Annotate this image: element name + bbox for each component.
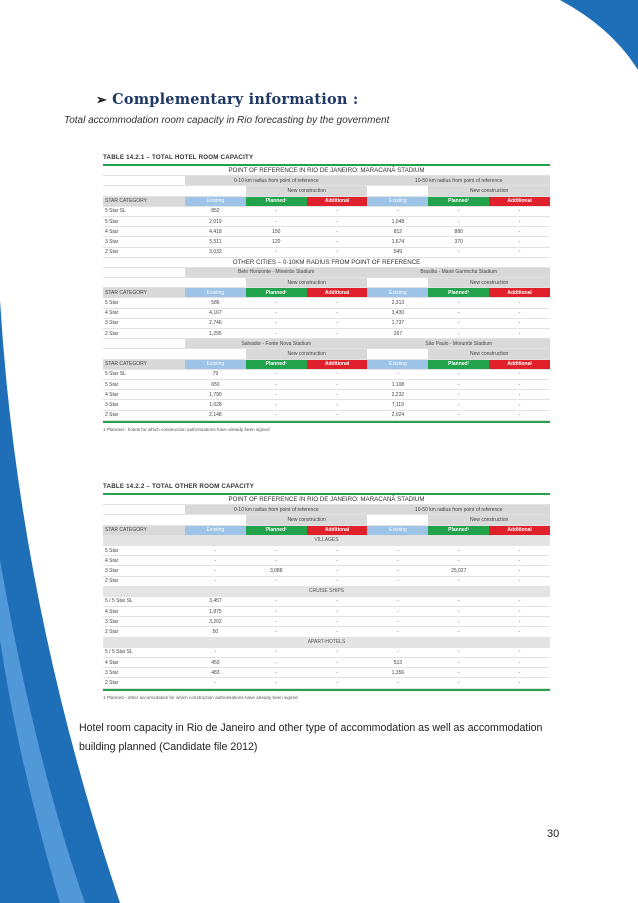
table-cell: 3,457 [185,596,246,606]
new-construction-header: New construction [246,349,368,359]
table-cell: - [246,668,307,678]
table-cell: - [246,369,307,379]
table-cell: - [489,576,550,586]
additional-header: Additional [489,288,550,298]
table-cell: - [307,576,368,586]
section-header: POINT OF REFERENCE IN RIO DE JANEIRO: MARACANÃ STADIUM [103,166,550,176]
table-cell: - [246,576,307,586]
table-cell: - [246,678,307,688]
group-label: VILLAGES [103,535,550,545]
table-cell: 3,202 [185,617,246,627]
table-cell: 25,027 [428,566,489,576]
table-cell: - [307,318,368,328]
table-cell: - [307,556,368,566]
table-cell: - [367,206,428,216]
table-cell: 150 [246,227,307,237]
table-row [103,369,550,379]
table-cell: - [185,647,246,657]
planned-header: Planned¹ [246,359,307,369]
row-label: 4 Star [103,390,185,400]
group-label: CRUISE SHIPS [103,586,550,596]
table-cell: 1,048 [367,216,428,226]
table-cell: - [428,627,489,637]
city-header: São Paulo - Morumbi Stadium [367,339,550,349]
planned-header: Planned¹ [428,288,489,298]
other-capacity-table [103,483,550,700]
table-cell: - [307,545,368,555]
table-row [103,308,550,318]
additional-header: Additional [307,525,368,535]
table-cell: - [367,627,428,637]
row-label: 5 Star [103,298,185,308]
star-category-header: STAR CATEGORY [103,196,185,206]
table-cell: - [489,400,550,410]
table-cell: - [428,658,489,668]
table-cell: - [246,545,307,555]
table-cell: - [246,410,307,420]
table-cell: - [246,607,307,617]
row-label: 2 Star [103,329,185,339]
hotel-capacity-table [103,154,550,432]
table-cell: 370 [428,237,489,247]
city-header: Salvador - Fonte Nova Stadium [185,339,367,349]
table-cell: 1,674 [367,237,428,247]
table-title: TABLE 14.2.2 – TOTAL OTHER ROOM CAPACITY [103,483,255,490]
table-cell: - [489,668,550,678]
group-header-row [103,535,550,545]
row-label: 5 Star SL [103,206,185,216]
row-label: 4 Star [103,227,185,237]
table-cell: - [246,556,307,566]
row-label: 5 Star [103,216,185,226]
table-row [103,400,550,410]
table-cell: - [307,647,368,657]
table-cell: - [489,617,550,627]
table-cell: - [428,216,489,226]
table-cell: 50 [185,627,246,637]
row-label: 2 Star [103,576,185,586]
range-header: 0-10 km radius from point of reference [185,505,367,515]
rows-groups [103,535,550,688]
other-capacity-grid [103,495,550,689]
table-row [103,298,550,308]
table-cell: - [246,400,307,410]
table-cell: - [489,227,550,237]
table-cell: - [307,237,368,247]
table-cell: - [246,658,307,668]
planned-header: Planned¹ [246,288,307,298]
existing-header: Existing [185,288,246,298]
table-cell: - [428,206,489,216]
row-label: 3 Star [103,566,185,576]
table-cell: - [246,379,307,389]
table-cell: - [246,647,307,657]
new-construction-header: New construction [246,278,368,288]
city-header: Belo Horizonte - Mineirão Stadium [185,267,367,277]
table-cell: - [489,607,550,617]
table-cell: - [489,216,550,226]
table-cell: - [367,617,428,627]
table-cell: - [428,308,489,318]
range-header: 0-10 km radius from point of reference [185,176,367,186]
group-label: APART-HOTELS [103,637,550,647]
table-cell: - [428,678,489,688]
existing-header: Existing [185,525,246,535]
table-row [103,556,550,566]
table-cell: 586 [185,298,246,308]
table-cell: - [428,617,489,627]
table-cell: - [185,566,246,576]
planned-header: Planned¹ [428,525,489,535]
row-label: 3 Star [103,318,185,328]
table-cell: - [367,566,428,576]
row-label: 2 Star [103,627,185,637]
row-label: 4 Star [103,607,185,617]
existing-header: Existing [185,196,246,206]
arrow-bullet-icon: ➢ [96,93,108,108]
table-cell: - [489,566,550,576]
table-cell: - [428,298,489,308]
new-construction-header: New construction [246,186,368,196]
existing-header: Existing [367,288,428,298]
table-cell: 1,108 [367,379,428,389]
section-header: POINT OF REFERENCE IN RIO DE JANEIRO: MARACANÃ STADIUM [103,495,550,505]
table-cell: - [307,308,368,318]
table-cell: - [185,678,246,688]
table-cell: - [307,227,368,237]
table-title: TABLE 14.2.1 – TOTAL HOTEL ROOM CAPACITY [103,154,254,161]
star-category-header: STAR CATEGORY [103,359,185,369]
table-cell: 4,167 [185,308,246,318]
table-cell: - [246,247,307,257]
table-cell: - [489,545,550,555]
table-cell: - [307,410,368,420]
table-cell: - [367,545,428,555]
section-heading [96,91,358,108]
table-cell: - [367,647,428,657]
table-cell: 4,418 [185,227,246,237]
table-cell: 483 [185,668,246,678]
table-cell: - [428,410,489,420]
table-row [103,678,550,688]
table-cell: - [246,390,307,400]
table-cell: - [246,308,307,318]
table-cell: - [246,329,307,339]
rows-maracana [103,206,550,257]
table-cell: - [246,298,307,308]
table-cell: 2,024 [367,410,428,420]
table-cell: - [489,237,550,247]
table-cell: 2,019 [185,216,246,226]
table-cell: - [489,206,550,216]
table-row [103,410,550,420]
row-label: 3 Star [103,617,185,627]
table-cell: - [428,329,489,339]
table-cell: - [489,678,550,688]
table-cell: - [307,627,368,637]
heading-text: Complementary information : [112,91,359,108]
table-cell: 1,356 [367,668,428,678]
table-cell: - [307,329,368,339]
table-cell: - [307,216,368,226]
row-label: 4 Star [103,658,185,668]
table-footnote: 1 Planned - other accomodation for which construction authorisations have already been signed [103,694,298,700]
table-cell: - [489,318,550,328]
section-header: OTHER CITIES – 0-10KM RADIUS FROM POINT OF REFERENCE [103,257,550,267]
table-cell: - [489,596,550,606]
table-cell: - [307,668,368,678]
table-row [103,390,550,400]
table-cell: - [307,390,368,400]
table-cell: - [489,390,550,400]
table-cell: - [246,596,307,606]
table-cell: - [367,576,428,586]
table-cell: 3,032 [185,247,246,257]
table-cell: 7,119 [367,400,428,410]
existing-header: Existing [367,196,428,206]
table-cell: - [367,596,428,606]
row-label: 2 Star [103,410,185,420]
table-cell: - [489,627,550,637]
table-row [103,545,550,555]
table-cell: - [185,545,246,555]
additional-header: Additional [307,359,368,369]
table-cell: - [428,545,489,555]
table-cell: - [489,369,550,379]
table-cell: 3,430 [367,308,428,318]
new-construction-header: New construction [428,278,550,288]
page-number: 30 [547,828,560,840]
row-label: 2 Star [103,247,185,257]
table-cell: 852 [185,206,246,216]
table-cell: 1,028 [185,400,246,410]
table-cell: - [428,379,489,389]
table-cell: 1,875 [185,607,246,617]
table-rule [103,421,550,423]
row-label: 5 Star SL [103,369,185,379]
existing-header: Existing [367,525,428,535]
rows-bh-brasilia [103,298,550,339]
additional-header: Additional [307,196,368,206]
table-row [103,379,550,389]
table-cell: 2,148 [185,410,246,420]
additional-header: Additional [489,525,550,535]
table-row [103,566,550,576]
hotel-capacity-grid [103,166,550,421]
table-cell: 2,313 [367,298,428,308]
table-row [103,647,550,657]
table-cell: - [307,379,368,389]
table-cell: - [489,410,550,420]
table-cell: - [367,678,428,688]
table-row [103,617,550,627]
table-cell: - [367,369,428,379]
additional-header: Additional [307,288,368,298]
table-cell: 650 [185,379,246,389]
table-row [103,607,550,617]
table-cell: - [489,647,550,657]
range-header: 10-50 km radius from point of reference [367,505,550,515]
table-cell: - [307,400,368,410]
table-cell: 2,232 [367,390,428,400]
table-cell: 450 [185,658,246,668]
existing-header: Existing [367,359,428,369]
row-label: 5 Star [103,379,185,389]
table-cell: - [489,308,550,318]
additional-header: Additional [489,196,550,206]
table-row [103,206,550,216]
table-cell: - [307,658,368,668]
table-cell: - [367,607,428,617]
table-row [103,329,550,339]
table-cell: - [428,556,489,566]
table-cell: 267 [367,329,428,339]
table-row [103,576,550,586]
table-cell: - [307,369,368,379]
table-cell: 3,088 [246,566,307,576]
row-label: 5 / 5 Star SL [103,647,185,657]
row-label: 5 / 5 Star SL [103,596,185,606]
table-cell: - [185,576,246,586]
table-cell: - [307,678,368,688]
table-cell: - [307,607,368,617]
table-cell: - [428,607,489,617]
table-cell: 1,295 [185,329,246,339]
row-label: 3 Star [103,237,185,247]
table-cell: - [307,617,368,627]
table-row [103,237,550,247]
new-construction-header: New construction [428,515,550,525]
table-cell: - [489,298,550,308]
table-row [103,318,550,328]
table-row [103,596,550,606]
table-row [103,658,550,668]
table-footnote: 1 Planned - hotels for which construction authorisations have already been signed [103,426,270,432]
row-label: 3 Star [103,668,185,678]
planned-header: Planned¹ [246,525,307,535]
row-label: 3 Star [103,400,185,410]
rows-salvador-saopaulo [103,369,550,420]
new-construction-header: New construction [428,186,550,196]
new-construction-header: New construction [428,349,550,359]
new-construction-header: New construction [246,515,368,525]
planned-header: Planned¹ [246,196,307,206]
table-cell: - [428,647,489,657]
table-cell: - [428,400,489,410]
star-category-header: STAR CATEGORY [103,525,185,535]
table-cell: - [367,556,428,566]
table-cell: - [489,556,550,566]
table-cell: - [307,206,368,216]
table-cell: - [489,247,550,257]
table-cell: 2,746 [185,318,246,328]
table-cell: - [489,379,550,389]
table-cell: - [246,318,307,328]
subtitle: Total accommodation room capacity in Rio forecasting by the government [64,115,390,126]
group-header-row [103,637,550,647]
row-label: 2 Star [103,678,185,688]
figure-caption: Hotel room capacity in Rio de Janeiro and other type of accommodation as well as accommodation building planned (Candidate file 2012) [79,722,543,753]
existing-header: Existing [185,359,246,369]
table-cell: - [428,369,489,379]
table-cell: 812 [367,227,428,237]
table-cell: 880 [428,227,489,237]
table-cell: 549 [367,247,428,257]
table-row [103,247,550,257]
table-rule [103,689,550,691]
table-row [103,668,550,678]
table-cell: - [428,390,489,400]
table-cell: - [428,596,489,606]
table-cell: - [307,247,368,257]
row-label: 4 Star [103,308,185,318]
planned-header: Planned¹ [428,196,489,206]
table-cell: 1,737 [367,318,428,328]
table-cell: - [246,617,307,627]
table-cell: 513 [367,658,428,668]
range-header: 10-50 km radius from point of reference [367,176,550,186]
table-cell: - [307,298,368,308]
table-cell: - [307,596,368,606]
table-cell: - [246,627,307,637]
table-cell: 79 [185,369,246,379]
table-cell: - [428,668,489,678]
table-row [103,627,550,637]
table-row [103,216,550,226]
table-cell: - [246,206,307,216]
table-row [103,227,550,237]
group-header-row [103,586,550,596]
row-label: 4 Star [103,556,185,566]
table-cell: - [246,216,307,226]
table-cell: 5,511 [185,237,246,247]
table-cell: - [185,556,246,566]
table-cell: - [428,576,489,586]
table-cell: - [307,566,368,576]
table-cell: - [428,318,489,328]
additional-header: Additional [489,359,550,369]
star-category-header: STAR CATEGORY [103,288,185,298]
table-cell: - [489,329,550,339]
table-cell: 120 [246,237,307,247]
table-cell: - [489,658,550,668]
row-label: 5 Star [103,545,185,555]
planned-header: Planned¹ [428,359,489,369]
city-header: Brasília - Mané Garrincha Stadium [367,267,550,277]
table-cell: - [428,247,489,257]
table-cell: 1,790 [185,390,246,400]
